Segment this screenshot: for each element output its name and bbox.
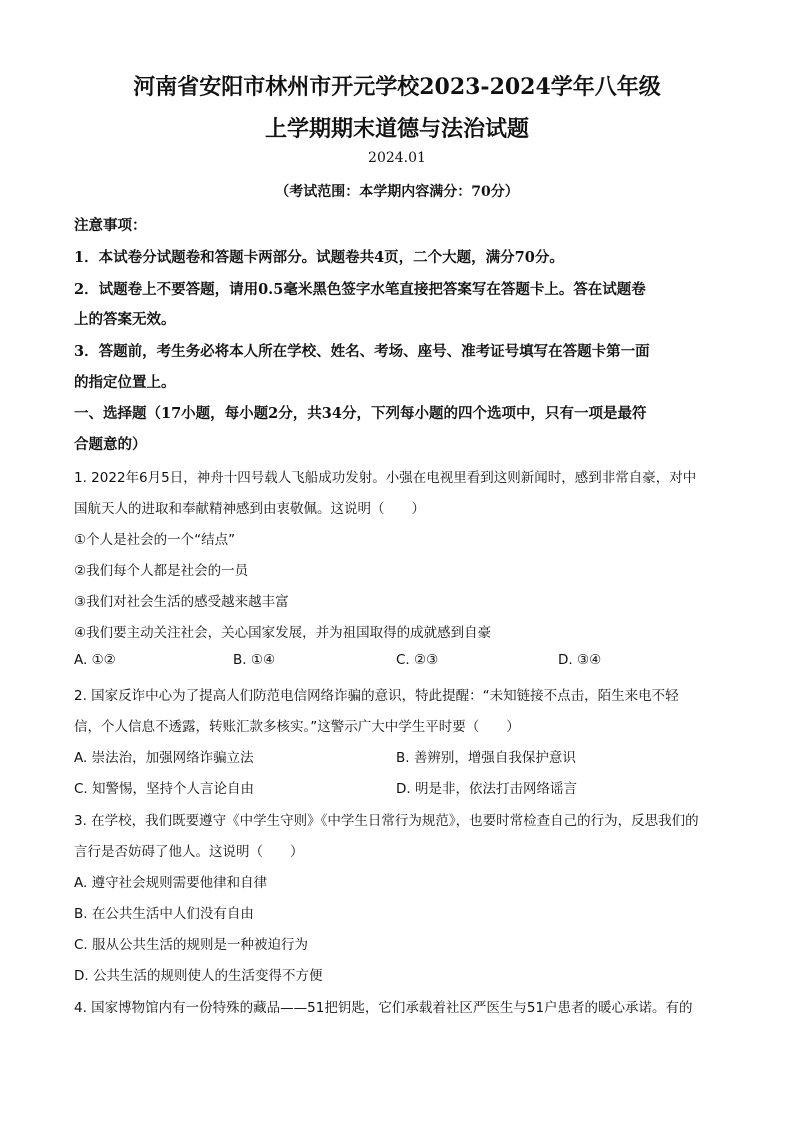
question-2-option-a: A. 崇法治，加强网络诈骗立法	[74, 750, 254, 766]
note-line: 上的答案无效。	[74, 311, 176, 328]
question-1-option-c: C. ②③	[396, 652, 439, 668]
note-line: 的指定位置上。	[74, 374, 176, 391]
question-1-item: ④我们要主动关注社会，关心国家发展，并为祖国取得的成就感到自豪	[74, 625, 492, 641]
note-line: 2．试题卷上不要答题，请用0.5毫米黑色签字水笔直接把答案写在答题卡上。答在试题卷	[74, 281, 646, 298]
question-2-option-d: D. 明是非，依法打击网络谣言	[396, 781, 577, 797]
question-3-stem: 言行是否妨碍了他人。这说明（ ）	[74, 844, 304, 860]
question-2-stem: 信，个人信息不透露，转账汇款多核实。”这警示广大中学生平时要（ ）	[74, 719, 520, 735]
note-line: 1．本试卷分试题卷和答题卡两部分。试题卷共4页，二个大题，满分70分。	[74, 249, 564, 266]
note-line: 3．答题前，考生务必将本人所在学校、姓名、考场、座号、准考证号填写在答题卡第一面	[74, 343, 650, 360]
question-3-option-c: C. 服从公共生活的规则是一种被迫行为	[74, 937, 309, 953]
section-heading: 一、选择题（17小题，每小题2分，共34分，下列每小题的四个选项中，只有一项是最符	[74, 405, 647, 422]
question-3-option-a: A. 遵守社会规则需要他律和自律	[74, 875, 268, 891]
section-heading: 合题意的）	[74, 436, 147, 453]
question-3-option-d: D. 公共生活的规则使人的生活变得不方便	[74, 968, 323, 984]
question-2-stem: 2. 国家反诈中心为了提高人们防范电信网络诈骗的意识，特此提醒：“未知链接不点击，陌生来电不轻	[74, 688, 679, 704]
title-line-2: 上学期期末道德与法治试题	[264, 116, 529, 142]
question-1-option-d: D. ③④	[558, 652, 602, 668]
question-1-item: ①个人是社会的一个“结点”	[74, 532, 236, 548]
question-2-option-c: C. 知警惕，坚持个人言论自由	[74, 781, 255, 797]
question-1-item: ②我们每个人都是社会的一员	[74, 563, 249, 579]
question-1-option-b: B. ①④	[233, 652, 276, 668]
question-1-option-a: A. ①②	[74, 652, 116, 668]
question-1-stem: 国航天人的进取和奉献精神感到由衷敬佩。这说明（ ）	[74, 501, 425, 517]
question-3-stem: 3. 在学校，我们既要遵守《中学生守则》《中学生日常行为规范》，也要时常检查自己的行为，反思我们的	[74, 813, 699, 829]
question-2-option-b: B. 善辨别，增强自我保护意识	[396, 750, 576, 766]
question-1-item: ③我们对社会生活的感受越来越丰富	[74, 594, 289, 610]
exam-scope: （考试范围：本学期内容满分：70分）	[275, 184, 519, 200]
question-4-stem: 4. 国家博物馆内有一份特殊的藏品——51把钥匙，它们承载着社区严医生与51户患者的暖心承诺。有的	[74, 1000, 693, 1016]
question-1-stem: 1. 2022年6月5日，神舟十四号载人飞船成功发射。小强在电视里看到这则新闻时，感到非常自豪，对中	[74, 470, 697, 486]
notes-heading: 注意事项：	[74, 217, 147, 234]
exam-date: 2024.01	[368, 150, 426, 166]
title-line-1: 河南省安阳市林州市开元学校2023-2024学年八年级	[133, 74, 661, 100]
question-3-option-b: B. 在公共生活中人们没有自由	[74, 906, 254, 922]
